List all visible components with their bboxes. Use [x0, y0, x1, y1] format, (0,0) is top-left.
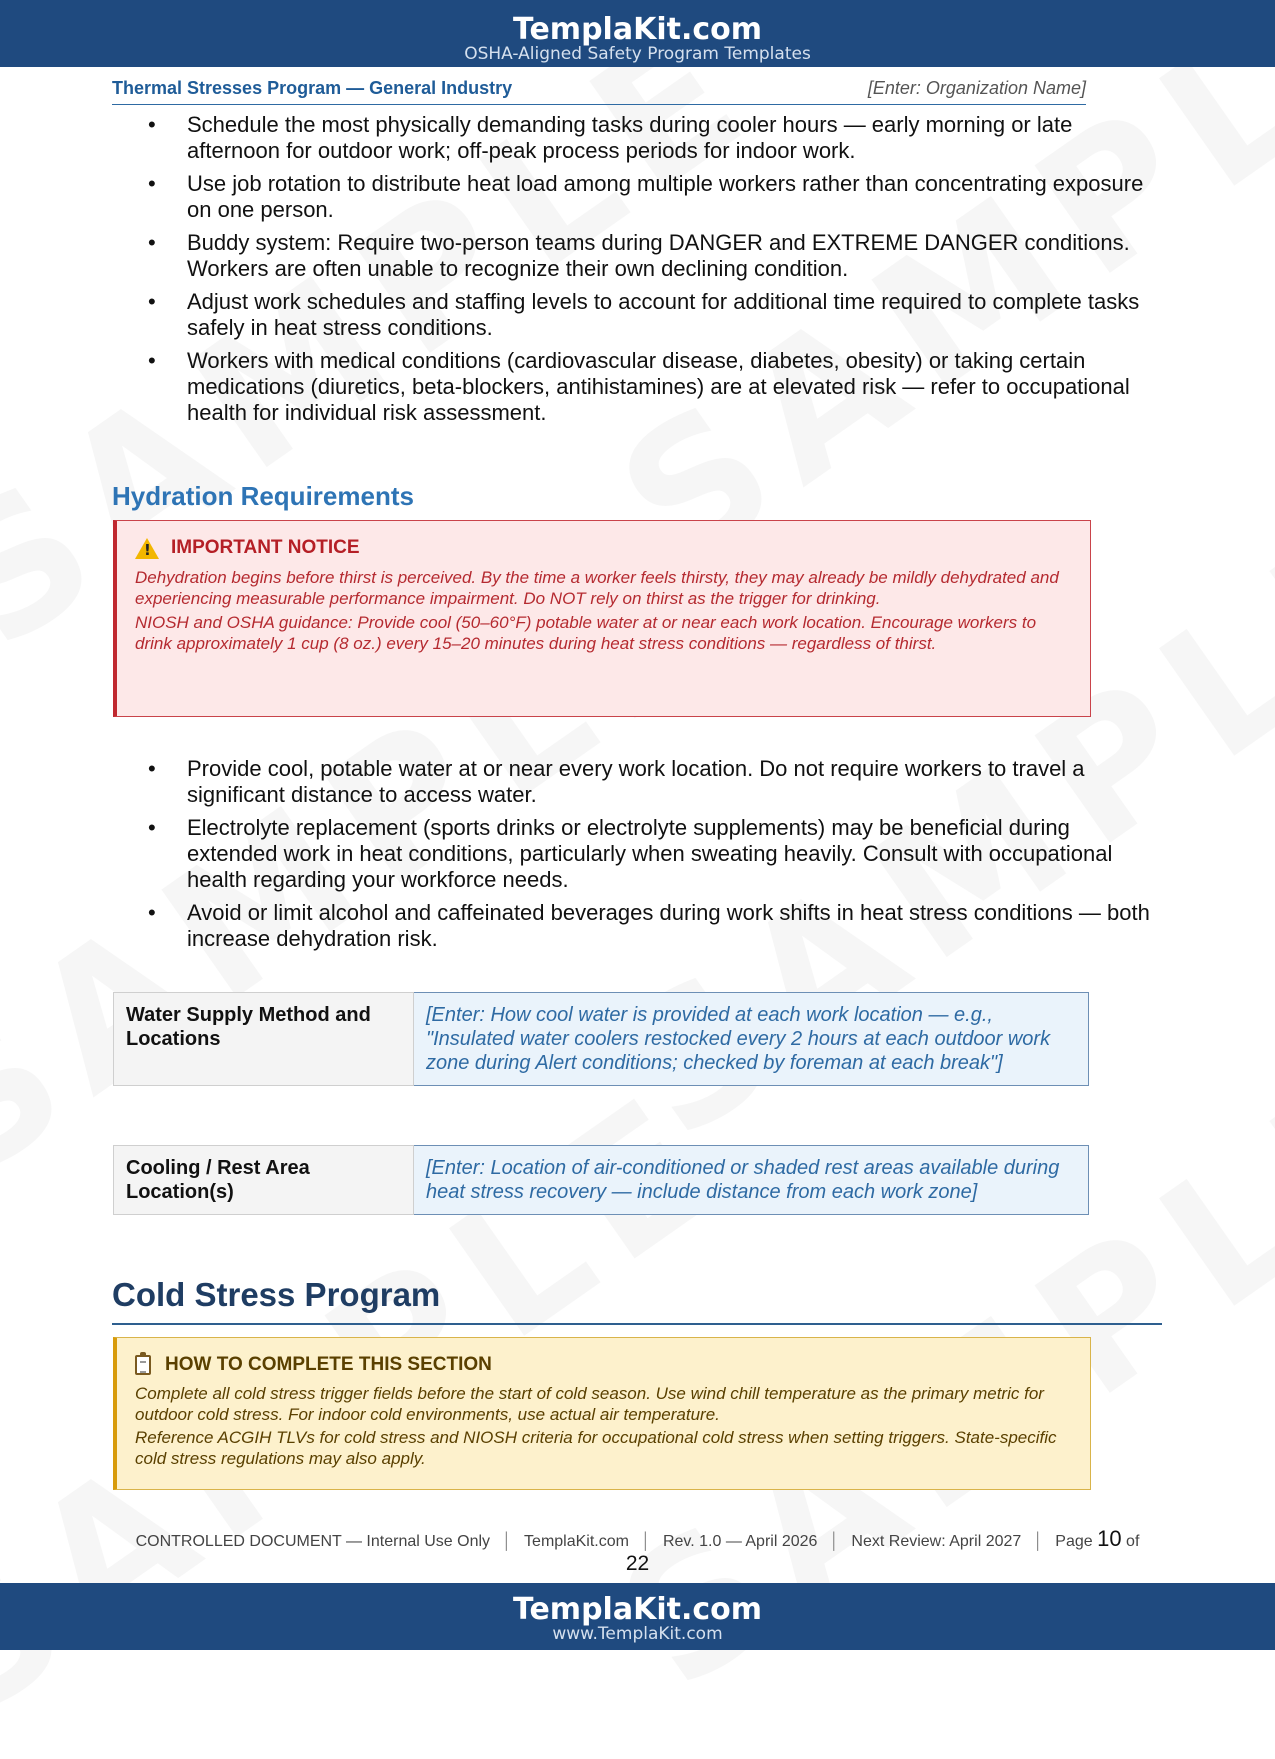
notice-title: IMPORTANT NOTICE	[171, 537, 360, 558]
water-supply-input[interactable]: [Enter: How cool water is provided at each work location — e.g., "Insulated water coolers restocked every 2 hours at each outdoor work zone during Alert conditions; checked by foreman at each break"]	[414, 993, 1089, 1086]
hydration-list	[112, 756, 1162, 952]
footer-next-review: Next Review: April 2027	[851, 1533, 1022, 1550]
footer-page-total: 22	[625, 1552, 650, 1575]
footer-page-label: Page	[1055, 1533, 1093, 1550]
list-item: • Avoid or limit alcohol and caffeinated beverages during work shifts in heat stress conditions — both increase dehydration risk.	[112, 900, 1162, 952]
bottom-banner	[0, 1583, 1275, 1650]
brand-subtitle: OSHA-Aligned Safety Program Templates	[464, 44, 811, 64]
footer-site: TemplaKit.com	[524, 1533, 629, 1550]
work-practices-list	[112, 112, 1162, 426]
notice-paragraph-1: Dehydration begins before thirst is perceived. By the time a worker feels thirsty, they may already be mildly dehydrated and experiencing measurable performance impairment. Do NOT rely on thirst as the trigger for drinking.	[135, 568, 1059, 608]
footer-revision: Rev. 1.0 — April 2026	[662, 1533, 818, 1550]
document-header	[112, 78, 1086, 105]
footer-page-number: 10	[1097, 1526, 1122, 1551]
footer-controlled: CONTROLLED DOCUMENT — Internal Use Only	[135, 1533, 491, 1550]
hydration-bullets-section	[112, 756, 1162, 959]
howto-title: HOW TO COMPLETE THIS SECTION	[165, 1354, 492, 1375]
cooling-rest-area-field-table	[113, 1145, 1089, 1215]
organization-placeholder[interactable]: [Enter: Organization Name]	[867, 78, 1086, 98]
list-item: • Workers with medical conditions (cardiovascular disease, diabetes, obesity) or taking certain medications (diuretics, beta-blockers, antihistamines) are at elevated risk — refer to occupational health for individual risk assessment.	[112, 348, 1162, 426]
brand-logo-text: TemplaKit.com	[512, 12, 762, 47]
warning-icon	[135, 538, 159, 559]
section-heading-hydration: Hydration Requirements	[112, 481, 414, 511]
brand-url[interactable]: www.TemplaKit.com	[552, 1624, 723, 1644]
howto-title-row	[135, 1354, 1074, 1376]
document-title: Thermal Stresses Program — General Industry	[112, 78, 513, 98]
list-item: • Buddy system: Require two-person teams during DANGER and EXTREME DANGER conditions. Workers are often unable to recognize their own declining condition.	[112, 230, 1162, 282]
work-practices-section	[112, 112, 1162, 433]
important-notice-callout	[113, 520, 1091, 717]
list-item: • Provide cool, potable water at or near every work location. Do not require workers to travel a significant distance to access water.	[112, 756, 1162, 808]
howto-paragraph-1: Complete all cold stress trigger fields before the start of cold season. Use wind chill temperature as the primary metric for outdoor cold stress. For indoor cold environments, use actual air temperature.	[135, 1384, 1044, 1424]
water-supply-field-table	[113, 992, 1089, 1086]
cooling-area-input[interactable]: [Enter: Location of air-conditioned or shaded rest areas available during heat stress recovery — include distance from each work zone]	[414, 1146, 1089, 1215]
footer-of-label: of	[1126, 1533, 1140, 1550]
howto-paragraph-2: Reference ACGIH TLVs for cold stress and NIOSH criteria for occupational cold stress when setting triggers. State-specific cold stress regulations may also apply.	[135, 1428, 1057, 1468]
field-label: Cooling / Rest Area Location(s)	[114, 1146, 414, 1215]
list-item: • Adjust work schedules and staffing levels to account for additional time required to complete tasks safely in heat stress conditions.	[112, 289, 1162, 341]
how-to-complete-callout	[113, 1337, 1091, 1490]
heading-divider	[112, 1323, 1162, 1325]
field-label: Water Supply Method and Locations	[114, 993, 414, 1086]
top-banner	[0, 0, 1275, 67]
list-item: • Electrolyte replacement (sports drinks or electrolyte supplements) may be beneficial during extended work in heat conditions, particularly when sweating heavily. Consult with occupational health regarding your workforce needs.	[112, 815, 1162, 893]
brand-logo-text: TemplaKit.com	[512, 1592, 762, 1627]
clipboard-icon	[135, 1355, 151, 1375]
document-footer: CONTROLLED DOCUMENT — Internal Use Only │ TemplaKit.com │ Rev. 1.0 — April 2026 │ Next Review: April 2027 │ Page 10 of	[135, 1526, 1140, 1551]
list-item: • Use job rotation to distribute heat load among multiple workers rather than concentrating exposure on one person.	[112, 171, 1162, 223]
notice-paragraph-2: NIOSH and OSHA guidance: Provide cool (50–60°F) potable water at or near each work location. Encourage workers to drink approximately 1 cup (8 oz.) every 15–20 minutes during heat stress conditions — regardless of thirst.	[135, 613, 1037, 653]
section-heading-cold-stress: Cold Stress Program	[112, 1276, 441, 1313]
notice-title-row	[135, 537, 1074, 559]
list-item: • Schedule the most physically demanding tasks during cooler hours — early morning or late afternoon for outdoor work; off-peak process periods for indoor work.	[112, 112, 1162, 164]
